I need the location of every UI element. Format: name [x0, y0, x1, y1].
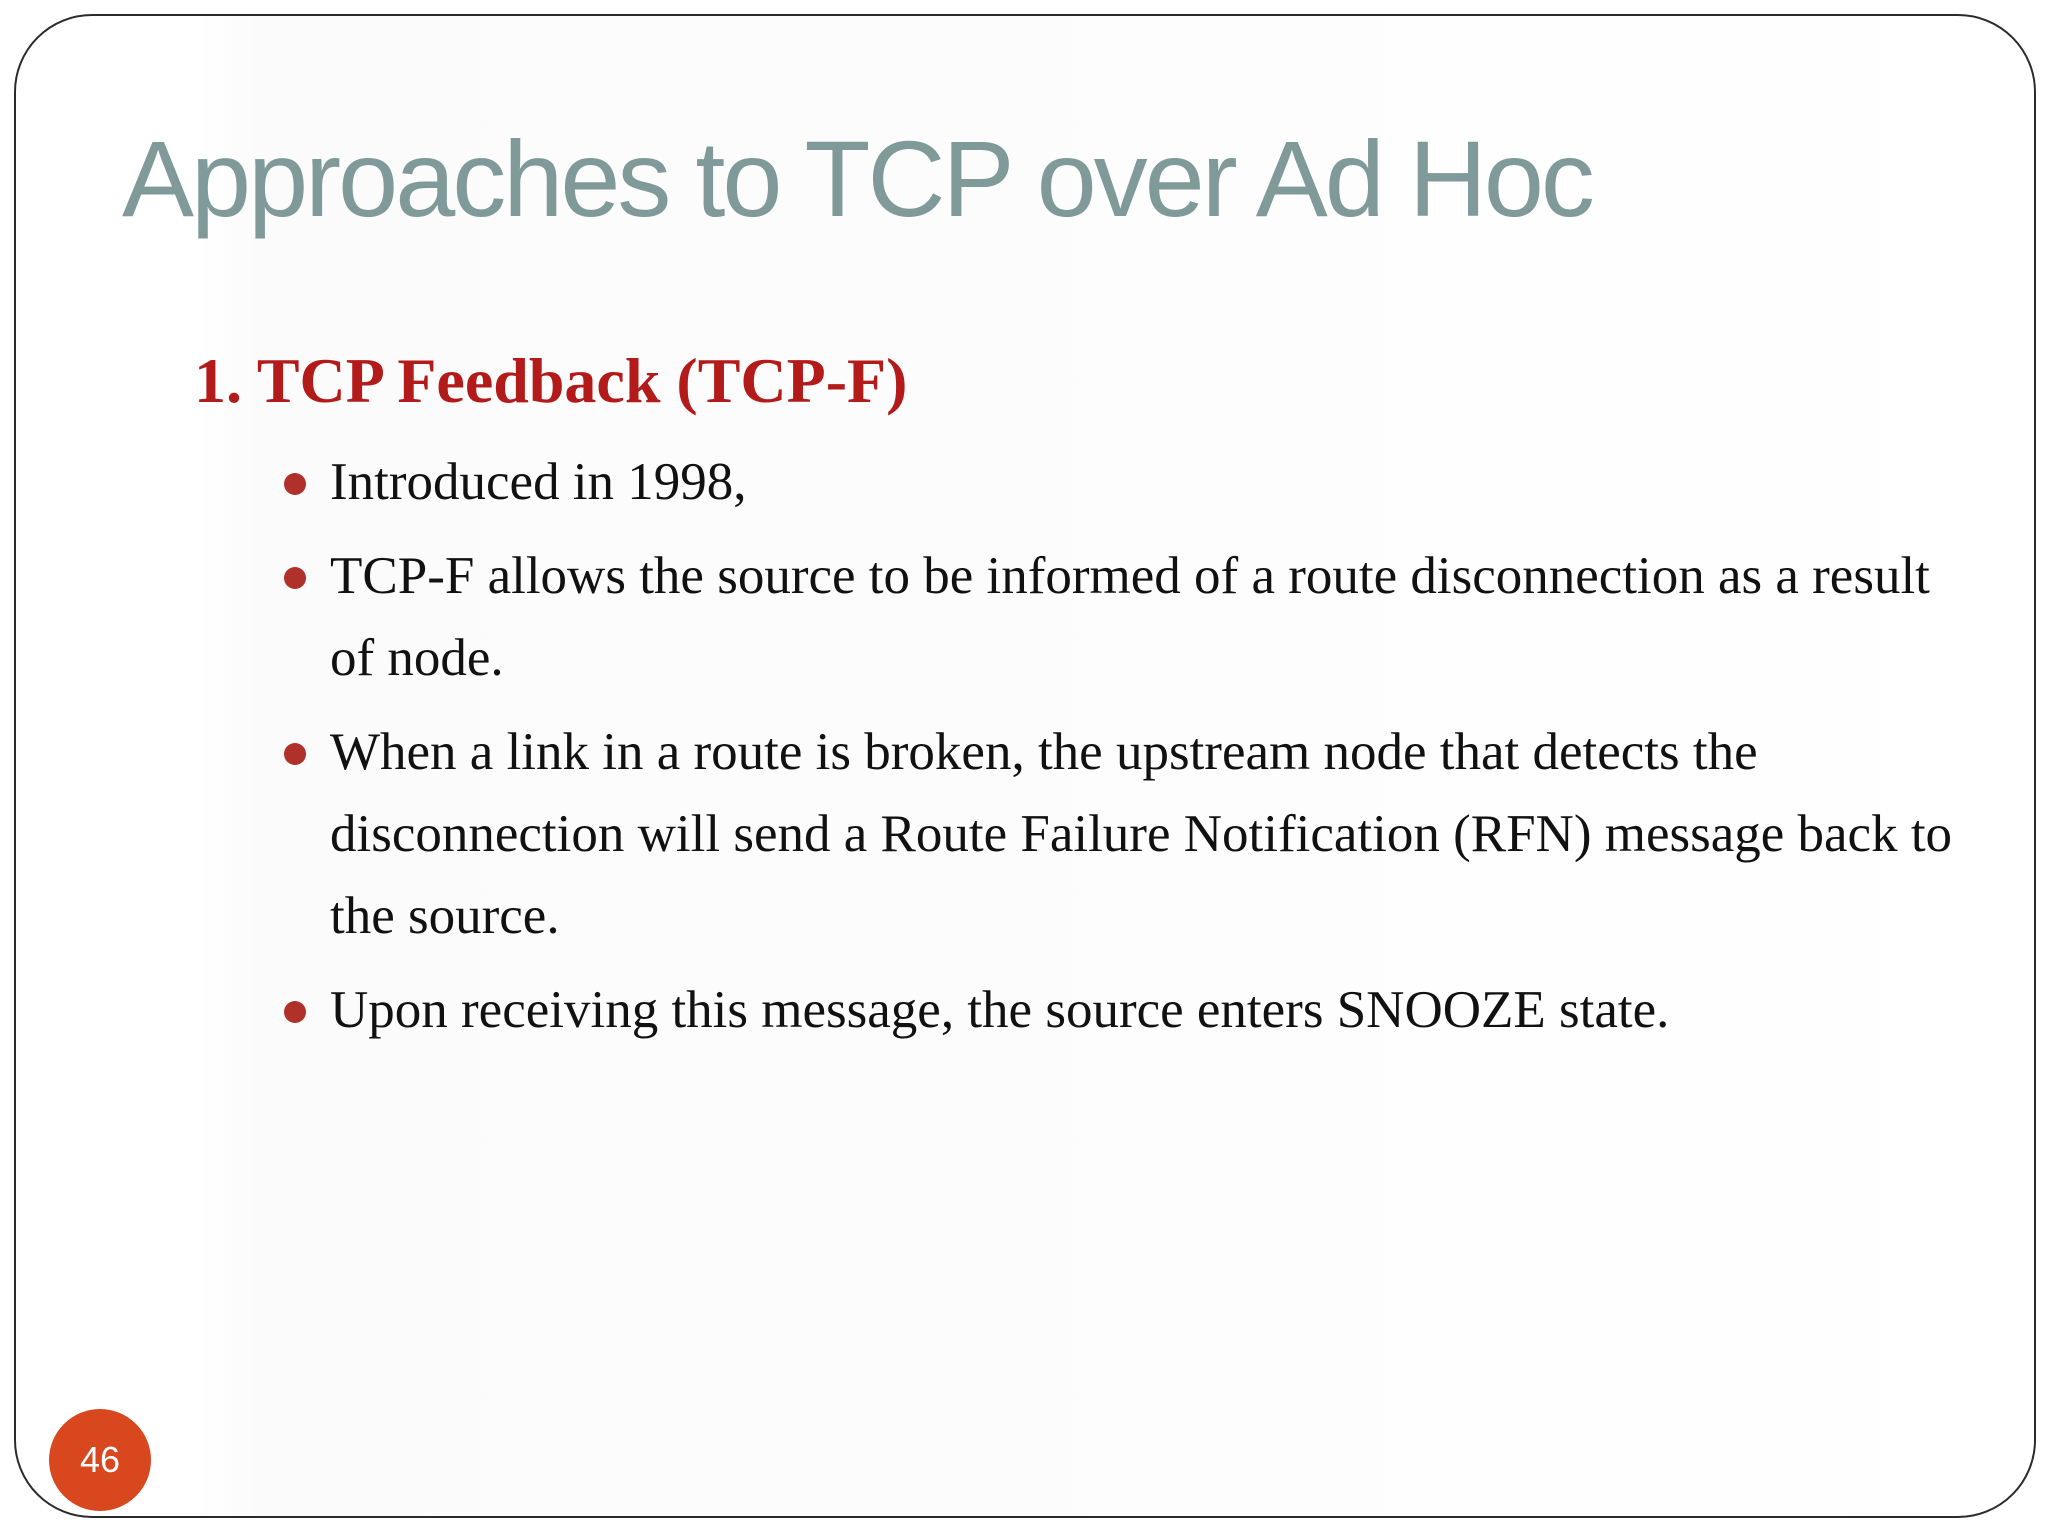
section-heading: 1. TCP Feedback (TCP-F) [194, 345, 908, 416]
bullet-list [274, 441, 1964, 1063]
page-number-badge: 46 [49, 1409, 151, 1511]
bullet-item [274, 711, 1964, 957]
bullet-dot-icon [284, 1001, 306, 1023]
slide-title: Approaches to TCP over Ad Hoc [122, 118, 1592, 239]
bullet-item [274, 535, 1964, 699]
bullet-item [274, 441, 1964, 523]
bullet-item [274, 969, 1964, 1051]
bullet-dot-icon [284, 567, 306, 589]
bullet-text: TCP-F allows the source to be informed of a route disconnection as a result of node. [330, 547, 1930, 687]
slide [14, 14, 2036, 1518]
bullet-dot-icon [284, 473, 306, 495]
bullet-dot-icon [284, 743, 306, 765]
bullet-text: Upon receiving this message, the source enters SNOOZE state. [330, 981, 1670, 1039]
bullet-text: Introduced in 1998, [330, 453, 747, 511]
bullet-text: When a link in a route is broken, the upstream node that detects the disconnection will send a Route Failure Notification (RFN) message back to the source. [330, 723, 1953, 945]
